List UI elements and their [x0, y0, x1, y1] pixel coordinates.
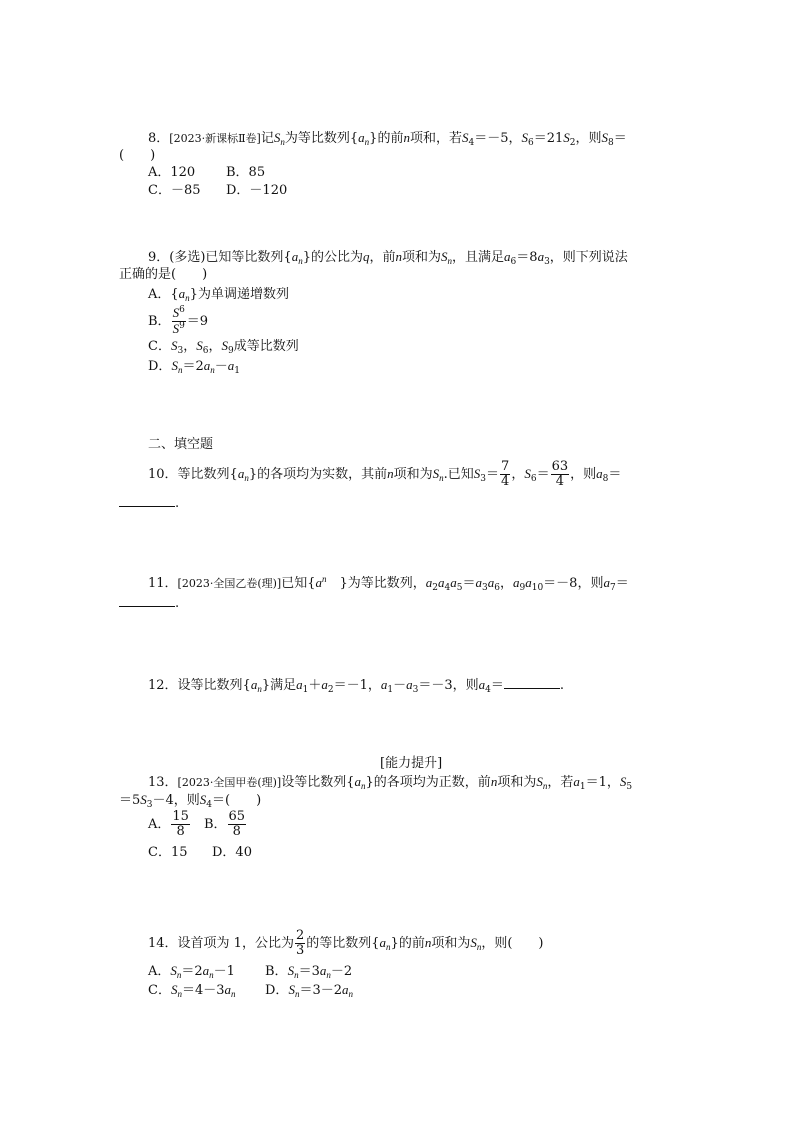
q9-stem-line2: 正确的是( )	[119, 267, 208, 282]
option-a: A．120	[148, 165, 196, 180]
option-c: C．15	[148, 845, 188, 860]
option-b: B．85	[226, 165, 266, 180]
q11-stem: 11．[2023·全国乙卷(理)]已知{$a^n$ }为等比数列，$a_2a_4a_5=a_3a_6$，$a_9a_{10}=-8$，则$a_7=$	[148, 574, 629, 593]
options-ab	[148, 810, 247, 840]
q13-stem-line2: $=5S_3-4$，则$S_4=$( )	[119, 792, 262, 810]
option-d: D．$S_n=2a_n-a_1$	[148, 358, 240, 376]
q14-stem: 14．设首项为 1，公比为 $\frac{2}{3}$ 的等比数列$\{a_n\}$的前n项和为$S_n$，则( )	[148, 928, 544, 958]
option-d: D．－120	[226, 183, 288, 198]
option-b: B．$S_n=3a_n-2$	[265, 963, 353, 980]
option-d: D．40	[212, 845, 252, 860]
fraction: $\frac{63}{4}$	[551, 459, 569, 489]
fraction: $\frac{2}{3}$	[295, 928, 305, 958]
option-c: C．－85	[148, 183, 201, 198]
question-12: 12．设等比数列$\{a_n\}$满足$a_1+a_2=-1$，$a_1-a_3=-3$，则$a_4=$ .	[148, 677, 565, 695]
section-heading-fill-in: 二、填空题	[148, 437, 214, 452]
section-heading-ability: [能力提升]	[380, 756, 443, 771]
option-b: B． $\frac{S^6}{S^9}$ ＝9	[148, 305, 209, 336]
option-c: C．$S_3$，$S_6$，$S_9$成等比数列	[148, 338, 299, 356]
option-a: A． $\frac{15}{8}$	[148, 809, 189, 839]
option-d: D．$S_n=3-2a_n$	[265, 982, 353, 999]
q9-stem: 9．(多选)已知等比数列$\{a_n\}$的公比为q，前n项和为$S_n$，且满足$a_6=8a_3$，则下列说法	[148, 249, 628, 267]
option-a: A．$S_n=2a_n-1$	[148, 963, 235, 980]
answer-paren: ( )	[119, 148, 156, 163]
answer-blank[interactable]	[504, 676, 560, 689]
fraction: $\frac{65}{8}$	[228, 809, 246, 839]
fraction: $\frac{7}{4}$	[501, 459, 510, 489]
q13-stem: 13．[2023·全国甲卷(理)]设等比数列$\{a_n\}$的各项均为正数，前n项和为$S_n$，若$a_1=1$，$S_5$	[148, 774, 633, 792]
fraction: $\frac{S^6}{S^9}$	[172, 305, 185, 336]
option-c: C．$S_n=4-3a_n$	[148, 982, 236, 999]
option-a: A．$\{a_n\}$为单调递增数列	[148, 286, 289, 303]
answer-blank[interactable]: .	[119, 594, 179, 612]
q10-stem: 10．等比数列$\{a_n\}$的各项均为实数，其前n项和为$S_n$.已知$S_3=$ $\frac{7}{4}$ ，$S_6=$ $\frac{63}{4}$ ，则$a_8=$	[148, 459, 622, 489]
option-b: B． $\frac{65}{8}$	[203, 809, 246, 839]
answer-blank[interactable]: .	[119, 494, 179, 512]
fraction: $\frac{15}{8}$	[172, 809, 189, 839]
q8-stem: 8．[2023·新课标Ⅱ卷]记$S_n$为等比数列$\{a_n\}$的前n项和，若$S_4=-5$，$S_6=21S_2$，则$S_8=$	[148, 130, 627, 148]
